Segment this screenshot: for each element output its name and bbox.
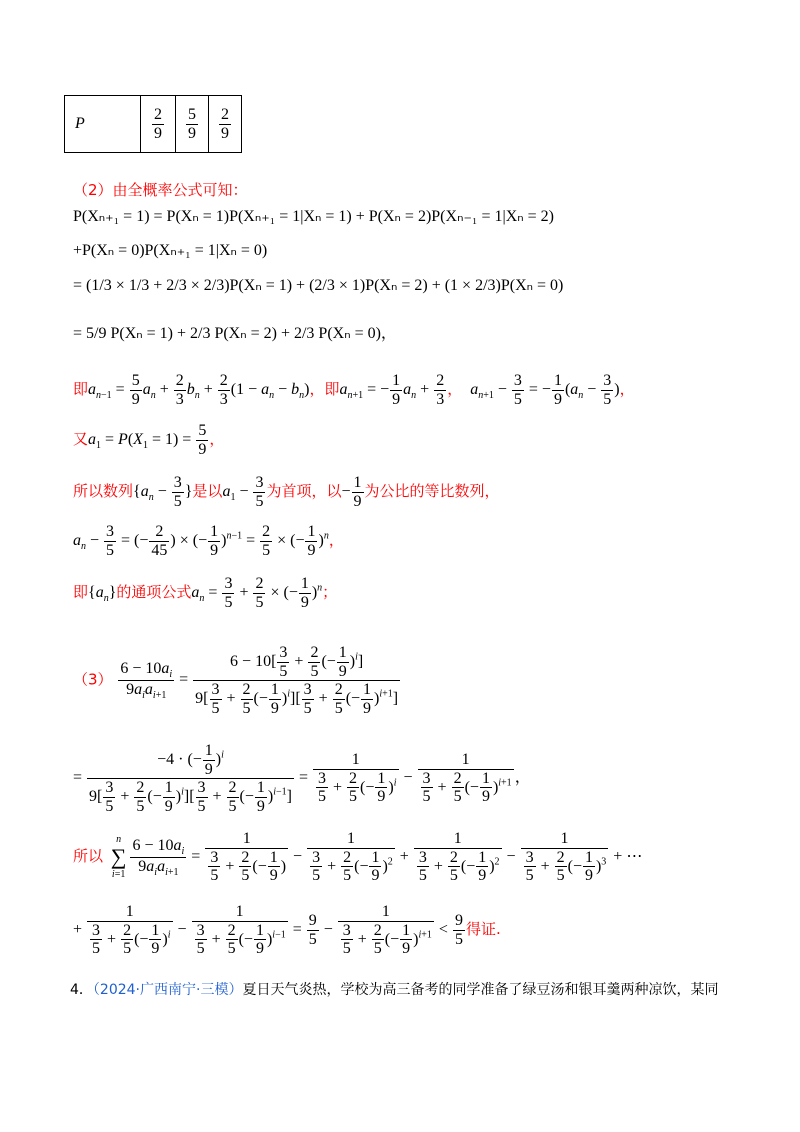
equation-line: P(Xₙ₊₁ = 1) = P(Xₙ = 1)P(Xₙ₊₁ = 1|Xₙ = 1) + P(Xₙ = 2)P(Xₙ₋₁ = 1|Xₙ = 2): [73, 208, 554, 225]
equation-line: +P(Xₙ = 0)P(Xₙ₊₁ = 1|Xₙ = 0): [73, 242, 268, 259]
distribution-table: [64, 95, 242, 153]
part2-heading: （2）由全概率公式可知：: [73, 181, 248, 199]
formula-line: 即$\{a_n\}$的通项公式$a_n$ = $\frac{3}{5}$ + $\frac{2}{5}$ × (− $\frac{1}{9}$ )$^n$；: [73, 575, 338, 611]
equation-line: = (1/3 × 1/3 + 2/3 × 2/3)P(Xₙ = 1) + (2/3 × 1)P(Xₙ = 2) + (1 × 2/3)P(Xₙ = 0): [73, 277, 564, 294]
part3-second: = −4 · (− $\frac{1}{9}$ )$^i$ 9[ $\frac{3}{5}$ + $\frac{2}{5}$ (− $\frac{1}{9}$ )$^i$][ $\frac{3}{5}$ + $\frac{2}{5}$ (− $\frac{1}{9}$ )$^{i-1}$] = 1 $\frac{3}{5}$ + $\frac{2}{5}$ (− $\frac{1}{9}$ )$^i$ − 1 $\frac{3}{5}$ + $\frac{2}{5}$ (− $\frac{1}{9}$ )$^{i+1}$ ，: [73, 742, 531, 815]
question-text: 夏日天气炎热，学校为高三备考的同学准备了绿豆汤和银耳羹两种凉饮，某同: [242, 982, 719, 998]
question-number: 4．: [70, 982, 93, 998]
equation-line: = 5/9 P(Xₙ = 1) + 2/3 P(Xₙ = 2) + 2/3 P(Xₙ = 0)，: [73, 325, 397, 342]
sequence-statement: 所以数列{$a_n$ − $\frac{3}{5}$ }是以$a_1$ − $\frac{3}{5}$ 为首项，以− $\frac{1}{9}$ 为公比的等比数列，: [73, 474, 500, 510]
sum-line: 所以 n ∑ i=1 $\frac{6 - 10a_i}{9a_ia_{i+1}}$ = 1 $\frac{3}{5}$ + $\frac{2}{5}$ (− $\frac{1}{9}$ ) − 1 $\frac{3}{5}$ + $\frac{2}{5}$ (− $\frac{1}{9}$ )$^2$ + 1 $\frac{3}{5}$ + $\frac{2}{5}$ (− $\frac{1}{9}$ )$^2$ − 1 $\frac{3}{5}$ + $\frac{2}{5}$ (− $\frac{1}{9}$ )$^3$ + ⋯: [73, 830, 643, 885]
table-cell: $\frac{2}{9}$: [209, 96, 242, 153]
table-cell: $\frac{2}{9}$: [141, 96, 176, 153]
question-source: （2024·广西南宁·三模）: [92, 982, 243, 998]
question-4: [70, 982, 718, 999]
recurrence-line: 即$a_{n-1}$ = $\frac{5}{9}$ $a_n$ + $\frac{2}{3}$ $b_n$ + $\frac{2}{3}$ $(1 - a_n - b_n)$，即$a_{n+1}$ = − $\frac{1}{9}$ $a_n$ + $\frac{2}{3}$ ， $a_{n+1}$ − $\frac{3}{5}$ = − $\frac{1}{9}$ ($a_n$ − $\frac{3}{5}$ )，: [73, 372, 635, 408]
table-label: P: [65, 96, 141, 153]
part3-first: （3） $\frac{6 - 10a_i}{9a_ia_{i+1}}$ = 6 − 10[ $\frac{3}{5}$ + $\frac{2}{5}$ (− $\frac{1}{9}$ )$^i$] 9[ $\frac{3}{5}$ + $\frac{2}{5}$ (− $\frac{1}{9}$ )$^i$][ $\frac{3}{5}$ + $\frac{2}{5}$ (− $\frac{1}{9}$ )$^{i+1}$]: [73, 644, 399, 717]
sum-continued-line: + 1 $\frac{3}{5}$ + $\frac{2}{5}$ (− $\frac{1}{9}$ )$^i$ − 1 $\frac{3}{5}$ + $\frac{2}{5}$ (− $\frac{1}{9}$ )$^{i-1}$ = $\frac{9}{5}$ − 1 $\frac{3}{5}$ + $\frac{2}{5}$ (− $\frac{1}{9}$ )$^{i+1}$ < $\frac{9}{5}$ 得证.: [73, 903, 501, 958]
initial-value-line: 又$a_1 = P(X_1 = 1)$ = $\frac{5}{9}$ ，: [73, 422, 225, 458]
general-term-line: $a_n$ − $\frac{3}{5}$ = (− $\frac{2}{45}$ ) × (− $\frac{1}{9}$ )$^{n-1}$ = $\frac{2}{5}$ × (− $\frac{1}{9}$ )$^n$，: [73, 523, 344, 559]
table-cell: $\frac{5}{9}$: [176, 96, 209, 153]
